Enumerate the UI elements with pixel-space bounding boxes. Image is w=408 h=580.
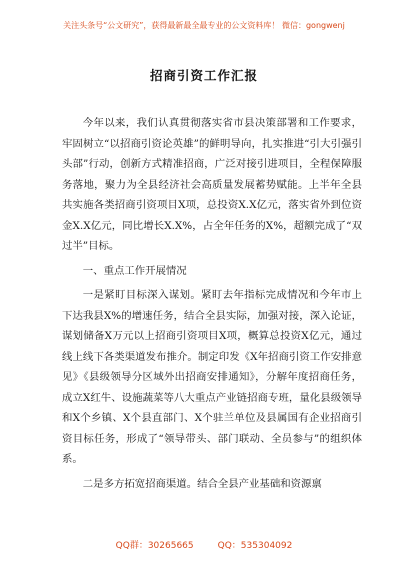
header-banner: 关注头条号“公文研究”，获得最新最全最专业的公文资料库！ 微信：gongwenj	[63, 21, 345, 30]
document-body	[62, 113, 362, 498]
footer-contact	[0, 538, 408, 551]
document-title: 招商引资工作汇报	[149, 68, 258, 83]
qq-contact-label: QQ：535304092	[217, 541, 293, 551]
paragraph-item-1: 一是紧盯目标深入谋划。紧盯去年指标完成情况和今年市上下达我县X%的增速任务，结合全县实际，加强对接，深入论证，谋划储备X万元以上招商引资项目X项，概算总投资X亿元，通过线上线下各类渠道发布推介。制定印发《X年招商引资工作安排意见》《县级领导分区域外出招商安排通知》，分解年度招商任务，成立X红牛、设施蔬菜等八大重点产业链招商专班，量化县级领导和X个乡镇、X个县直部门、X个驻兰单位及县属国有企业招商引资目标任务，形成了“领导带头、部门联动、全员参与”的组织体系。	[62, 289, 362, 465]
qq-group-label: QQ群：30265665	[115, 541, 194, 551]
paragraph-item-2: 二是多方拓宽招商渠道。结合全县产业基础和资源禀	[82, 477, 322, 490]
section-heading: 一、重点工作开展情况	[82, 264, 187, 277]
paragraph-intro: 今年以来，我们认真贯彻落实省市县决策部署和工作要求，牢固树立“以招商引资论英雄”的鲜明导向，扎实推进“引大引强引头部”行动，创新方式精准招商，广泛对接引进项目，全程保障服务落地，聚力为全县经济社会高质量发展蓄势赋能。上半年全县共实施各类招商引资项目X项，总投资X.X亿元，落实省外到位资金X.X亿元，同比增长X.X%，占全年任务的X%，超额完成了“双过半”目标。	[62, 117, 362, 252]
